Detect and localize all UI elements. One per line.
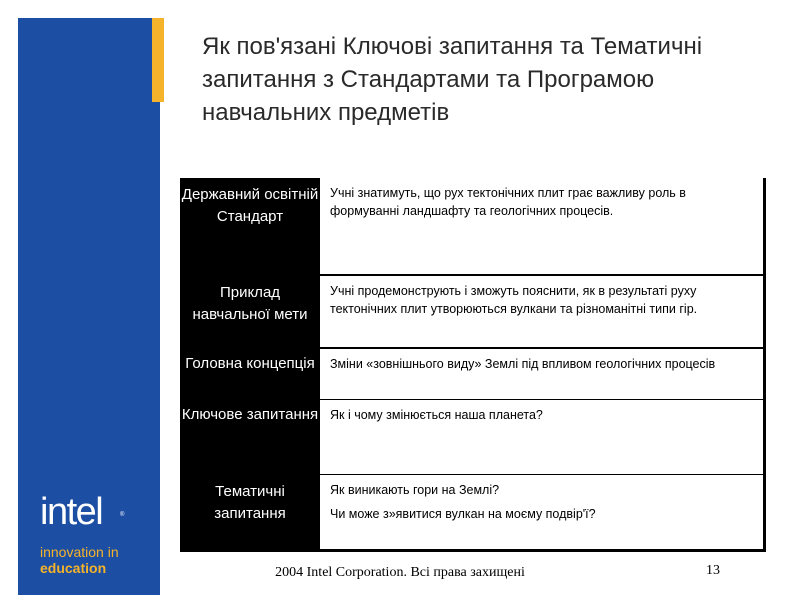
table-row (180, 178, 766, 275)
intel-logo (40, 492, 140, 576)
content-line: Учні знатимуть, що рух тектонічних плит грає важливу роль в формуванні ландшафту та геологічних процесів. (330, 186, 686, 218)
row-content (320, 349, 763, 399)
standards-table (180, 178, 766, 552)
content-line: Як виникають гори на Землі? (330, 483, 500, 497)
content-line: Учні продемонструють і зможуть пояснити, як в результаті руху тектонічних плит утворюються вулкани та різноманітні типи гір. (330, 284, 698, 316)
row-content (320, 276, 763, 347)
table-row (180, 400, 766, 474)
logo-wordmark: intel (40, 491, 103, 533)
content-line: Чи може з»явитися вулкан на моєму подвір'ї? (330, 507, 596, 521)
row-label: Ключове запитання (181, 406, 319, 423)
page-number: 13 (706, 563, 720, 578)
logo-tagline (40, 544, 140, 576)
tagline-line1: innovation in (40, 544, 119, 560)
accent-bar (152, 18, 164, 102)
slide-title: Як пов'язані Ключові запитання та Тематичні запитання з Стандартами та Програмою навчальних предметів (202, 33, 703, 126)
row-content (320, 475, 763, 549)
footer-copyright: 2004 Intel Corporation. Всі права захищені (275, 565, 525, 580)
tagline-line2: education (40, 560, 107, 576)
content-line: Як і чому змінюється наша планета? (330, 408, 543, 422)
row-label: Приклад навчальної мети (192, 284, 308, 323)
content-line: Зміни «зовнішнього виду» Землі під впливом геологічних процесів (330, 357, 716, 371)
table-row (180, 276, 766, 348)
row-content (320, 178, 763, 274)
row-label: Головна концепція (185, 355, 315, 372)
table-row (180, 349, 766, 399)
row-label: Тематичні запитання (214, 483, 286, 522)
row-content (320, 400, 763, 474)
table-row (180, 475, 766, 552)
row-label: Державний освітній Стандарт (181, 186, 319, 225)
logo-trademark: ® (120, 512, 125, 518)
